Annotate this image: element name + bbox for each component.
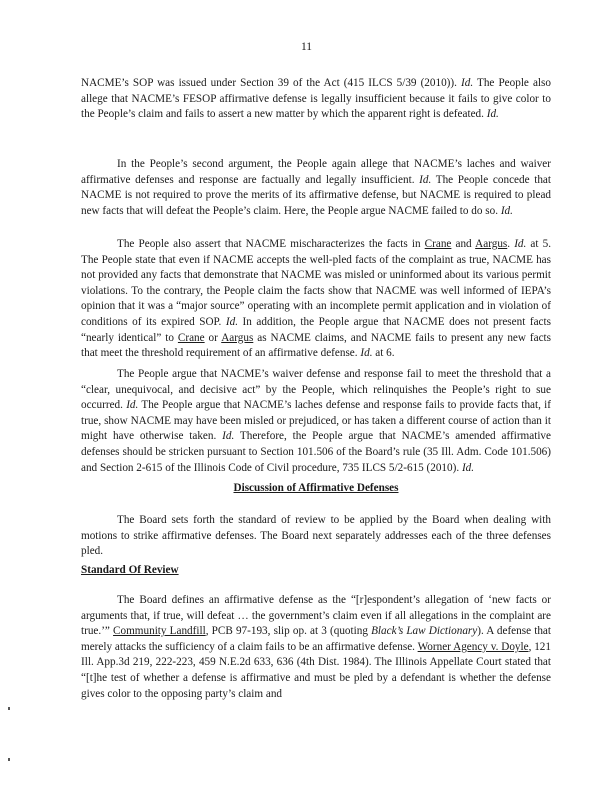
paragraph-1 bbox=[81, 76, 551, 123]
case-name: Crane bbox=[177, 331, 205, 344]
scan-mark bbox=[8, 758, 10, 761]
text: The People concede that NACME is not required to prove the merits of its affirmative defense, but NACME is required to plead new facts that will defeat the People’s claim. Here, the People argue NACME failed to do so. bbox=[81, 173, 551, 217]
citation: Id. bbox=[500, 204, 513, 217]
text: or bbox=[204, 331, 222, 344]
scan-mark bbox=[8, 707, 10, 710]
italic-title: Black’s Law Dictionary bbox=[371, 625, 478, 638]
citation: Id. bbox=[514, 238, 527, 250]
citation: Id. bbox=[419, 173, 432, 186]
text: The People argue that NACME’s waiver defense and response fail to meet the threshold that a “clear, unequivocal, and decisive act” by the People, which relinquishes the People’s right to sue occurred. bbox=[81, 368, 551, 412]
case-name: Aargus bbox=[221, 331, 254, 344]
text: Therefore, the People argue that NACME’s amended affirmative defenses should be stricken pursuant to Section 101.506 of the Board’s rule (35 Ill. Adm. Code 101.506) and Section 2-615 of the Illinois Code of Civil procedure, 735 ILCS 5/2-615 (2010). bbox=[81, 430, 551, 474]
citation: Id. bbox=[486, 108, 499, 121]
citation: Id. bbox=[461, 461, 475, 474]
text: ). A defense that merely attacks the sufficiency of a claim fails to be an affirmative defense. bbox=[81, 625, 551, 653]
text: In addition, the People argue that NACME does not present facts “nearly identical” to bbox=[81, 315, 551, 344]
citation: Id. bbox=[461, 77, 474, 89]
heading-standard-of-review: Standard Of Review bbox=[81, 564, 179, 576]
text: . bbox=[507, 238, 515, 250]
citation: Id. bbox=[126, 399, 139, 412]
text: , 121 Ill. App.3d 219, 222-223, 459 N.E.2d 633, 636 (4th Dist. 1984). The Illinois Appellate Court stated that “[t]he test of whether a defense is affirmative and must be pled by a defendant is whether the defense gives color to the opposing party’s claim and bbox=[81, 640, 551, 700]
paragraph-6 bbox=[81, 593, 551, 702]
paragraph-2 bbox=[81, 157, 551, 219]
paragraph-4 bbox=[81, 367, 551, 476]
text: and bbox=[451, 238, 476, 250]
text: NACME’s SOP was issued under Section 39 of the Act (415 ILCS 5/39 (2010)). bbox=[81, 77, 461, 89]
text: The People also allege that NACME’s FESOP affirmative defense is legally insufficient because it fails to give color to the People’s claim and fails to assert a new matter by which the apparent right is defeated. bbox=[81, 77, 551, 121]
case-name: Worner Agency v. Doyle bbox=[417, 640, 529, 653]
heading-discussion: Discussion of Affirmative Defenses bbox=[233, 482, 399, 494]
case-name: Aargus bbox=[475, 238, 508, 250]
citation: Id. bbox=[360, 347, 373, 360]
text: as NACME claims, and NACME fails to present any new facts that meet the threshold requirement of an affirmative defense. bbox=[81, 331, 552, 360]
citation: Id. bbox=[222, 430, 235, 443]
paragraph-5: The Board sets forth the standard of review to be applied by the Board when dealing with motions to strike affirmative defenses. The Board next separately addresses each of the three defenses pled. bbox=[81, 514, 551, 558]
case-name: Community Landfill bbox=[113, 625, 206, 638]
citation: Id. bbox=[225, 315, 238, 328]
text: The People argue that NACME’s laches defense and response fails to provide facts that, if true, show NACME may have been misled or prejudiced, or has taken a different course of action than it might have otherwise taken. bbox=[81, 399, 552, 443]
text: The People also assert that NACME mischaracterizes the facts in bbox=[117, 238, 425, 250]
text: In the People’s second argument, the People again allege that NACME’s laches and waiver affirmative defenses and response are factually and legally insufficient. bbox=[81, 158, 551, 186]
text: at 5. The People state that even if NACME accepts the well-pled facts of the complaint as true, NACME has not provided any facts that demonstrate that NACME was misled or uninformed about its various permit violations. To the contrary, the People claim the facts show that NACME was well informed of IEPA’s opinion that it was a “major source” operating with an incomplete permit application and in violation of conditions of its expired SOP. bbox=[81, 238, 552, 328]
case-name: Crane bbox=[424, 238, 452, 250]
paragraph-3 bbox=[81, 237, 551, 362]
text: , PCB 97-193, slip op. at 3 (quoting bbox=[205, 625, 372, 638]
page-number: 11 bbox=[300, 41, 313, 53]
text: The Board defines an affirmative defense as the “[r]espondent’s allegation of ‘new facts or arguments that, if true, will defeat … the government’s claim even if all allegations in the complaint are true.’” bbox=[81, 594, 551, 638]
text: at 6. bbox=[372, 347, 395, 360]
